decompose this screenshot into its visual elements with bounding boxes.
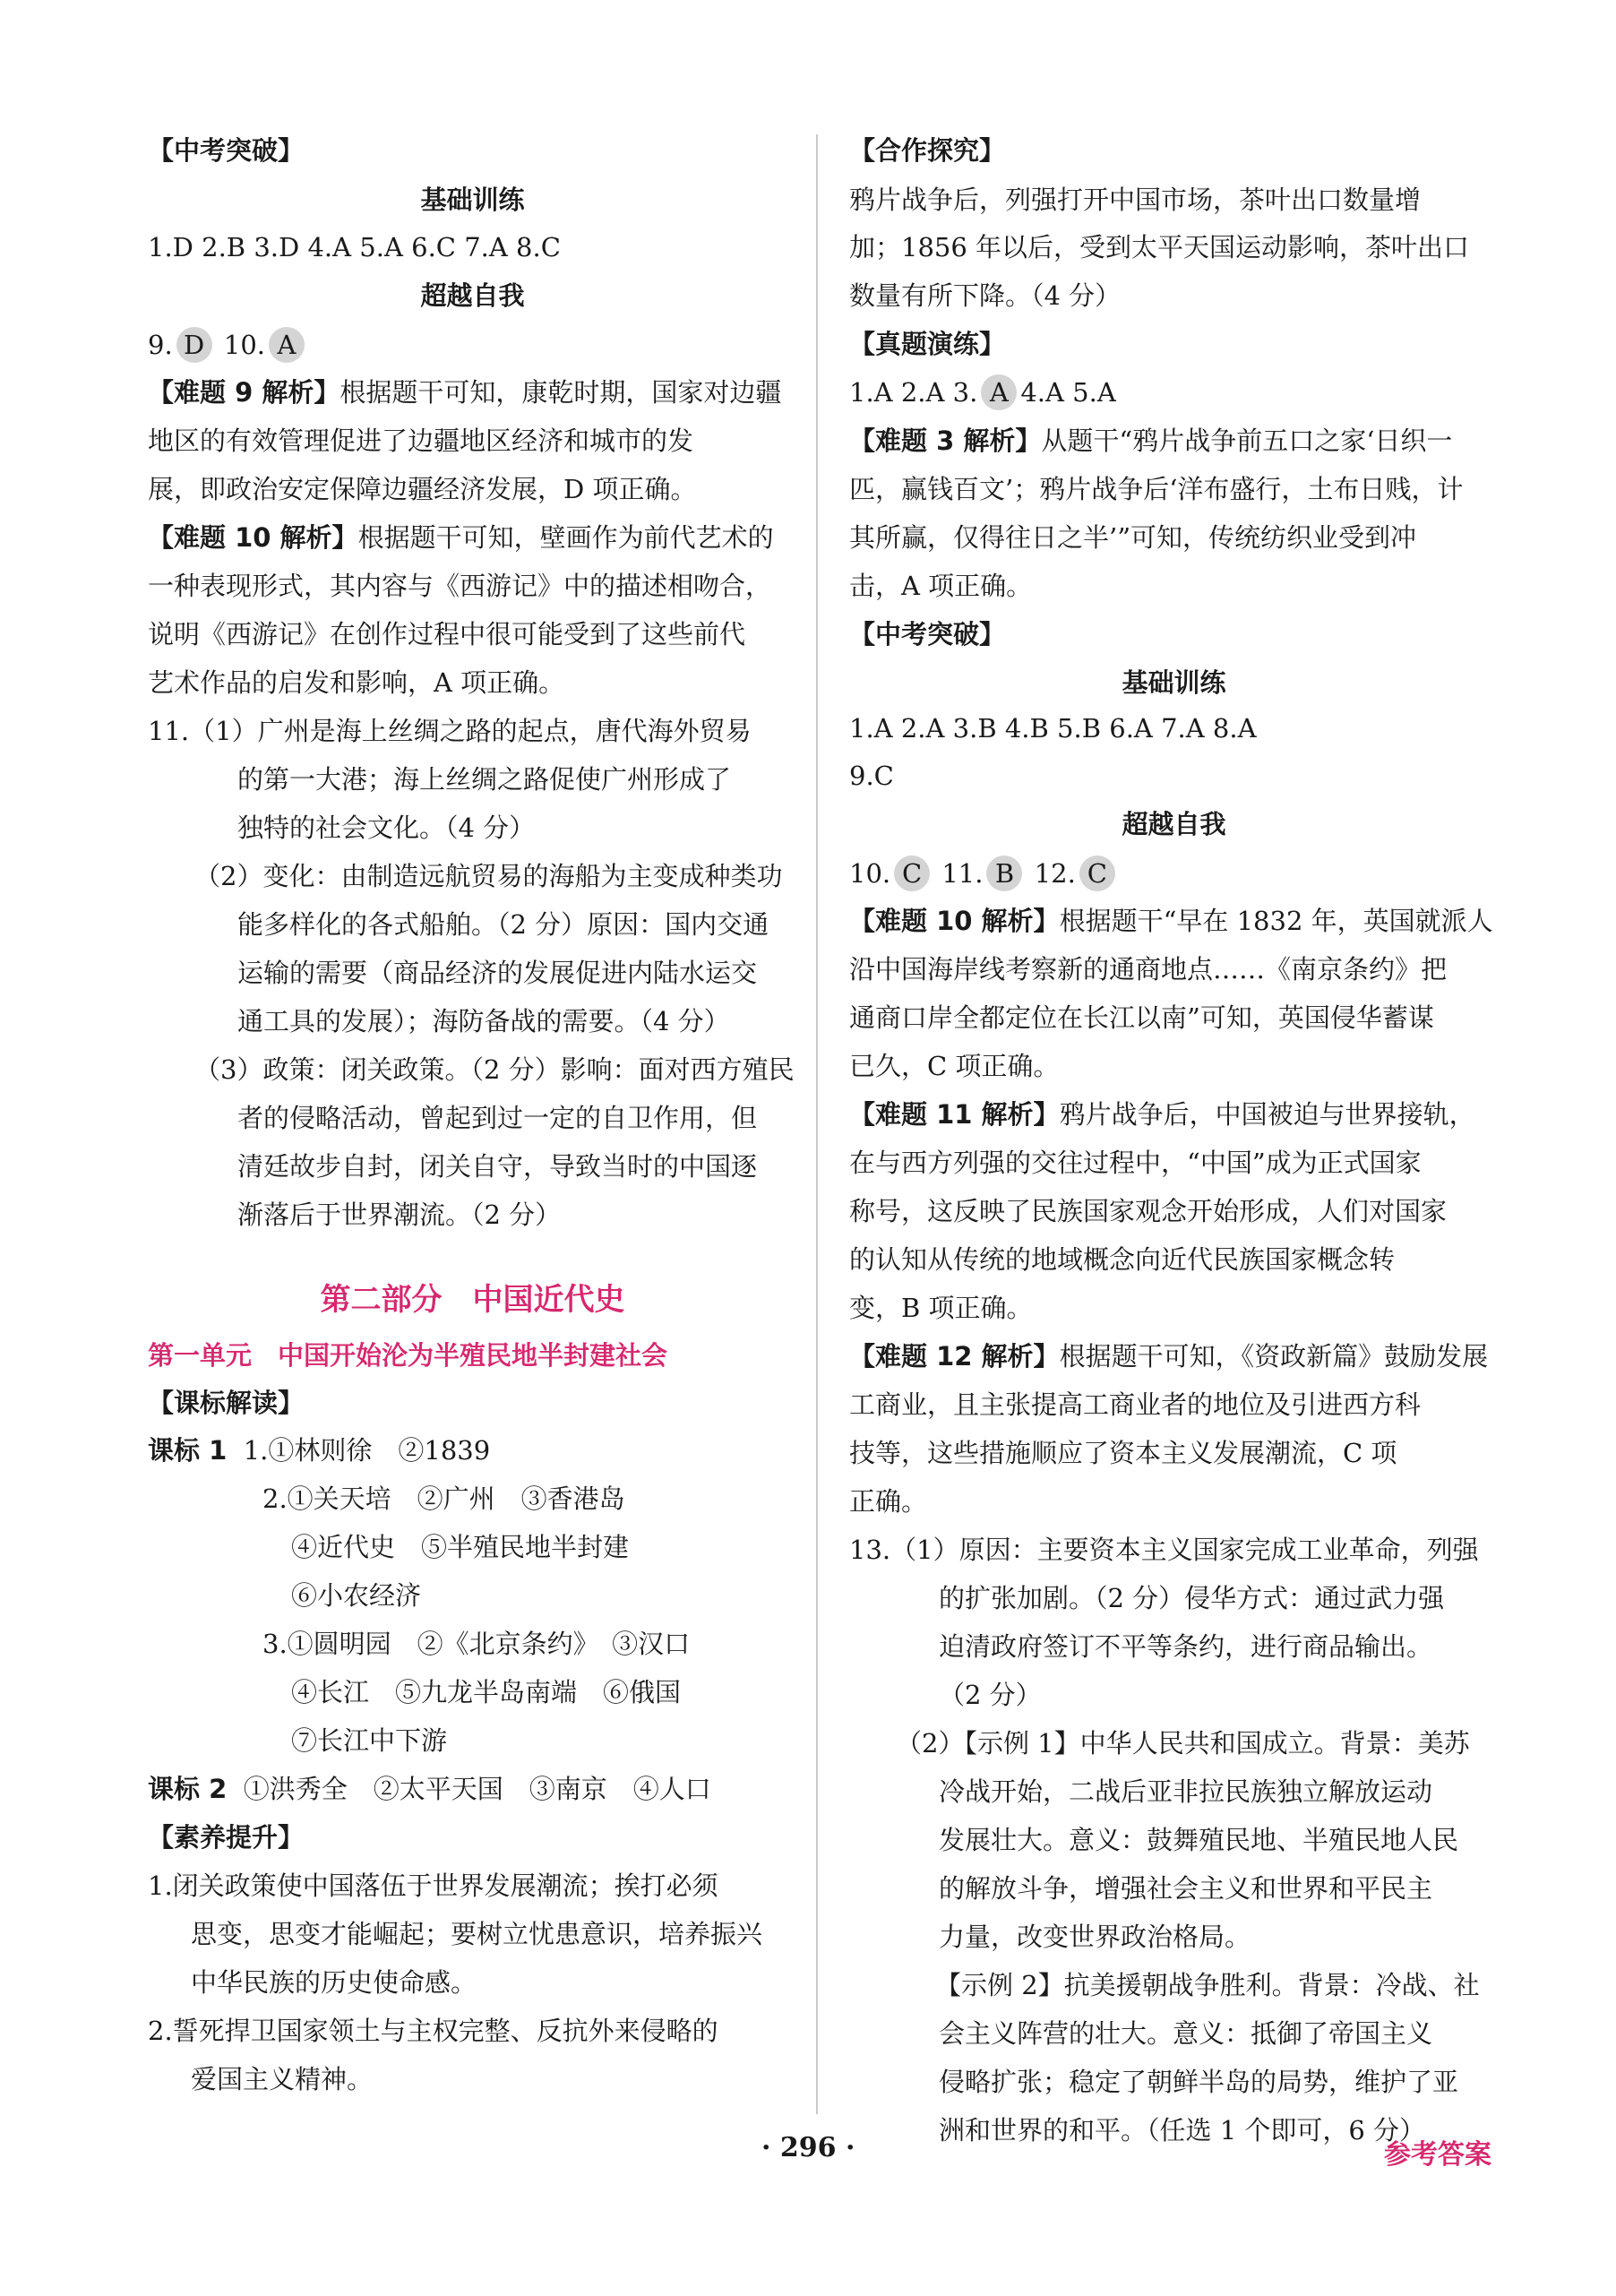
heading-suyang: 【素养提升】: [148, 1822, 305, 1853]
kebiao-text: ④长江 ⑤九龙半岛南端 ⑥俄国: [291, 1677, 682, 1707]
analysis-text: 其所赢，仅得往日之半’”可知，传统纺织业受到冲: [849, 522, 1417, 553]
analysis-text: 击，A 项正确。: [849, 571, 1033, 601]
kebiao-text: ①洪秀全 ②太平天国 ③南京 ④人口: [243, 1774, 711, 1804]
hezuo-text: 数量有所下降。（4 分）: [849, 280, 1122, 311]
q11-text: 11.（1）广州是海上丝绸之路的起点，唐代海外贸易: [148, 716, 752, 746]
jichu-answers: 1.D 2.B 3.D 4.A 5.A 6.C 7.A 8.C: [148, 232, 561, 262]
analysis-text: 鸦片战争后，中国被迫与世界接轨，: [1059, 1099, 1475, 1130]
kebiao-text: 2.①关天培 ②广州 ③香港岛: [262, 1483, 625, 1514]
analysis-text: 变，B 项正确。: [849, 1293, 1033, 1323]
kebiao-text: ⑥小农经济: [291, 1580, 422, 1611]
suyang-text: 中华民族的历史使命感。: [191, 1967, 477, 1998]
q11-2-text: 运输的需要（商品经济的发展促进内陆水运交: [237, 958, 758, 988]
q11-2-text: 通工具的发展）；海防备战的需要。（4 分）: [237, 1006, 730, 1036]
q11-3-text: 清廷故步自封，闭关自守，导致当时的中国逐: [237, 1151, 758, 1182]
kebiao-text: ④近代史 ⑤半殖民地半封建: [291, 1532, 630, 1562]
analysis-text: 根据题干“早在 1832 年，英国就派人: [1059, 906, 1493, 936]
analysis-text: 艺术作品的启发和影响，A 项正确。: [148, 667, 565, 698]
part-title: 第二部分 中国近代史: [320, 1282, 625, 1318]
q9-number: 9.: [148, 330, 173, 360]
analysis-label: 【难题 11 解析】: [849, 1099, 1060, 1130]
q13-2-text: 的解放斗争，增强社会主义和世界和平民主: [939, 1873, 1433, 1904]
heading-zhenti: 【真题演练】: [849, 329, 1006, 359]
q13-2-text: （2）【示例 1】中华人民共和国成立。背景：美苏: [896, 1728, 1470, 1759]
heading-hezuo: 【合作探究】: [849, 135, 1006, 166]
analysis-text: 称号，这反映了民族国家观念开始形成，人们对国家: [849, 1196, 1448, 1226]
heading-zhongkao: 【中考突破】: [148, 135, 305, 166]
heading-zhongkao: 【中考突破】: [849, 619, 1006, 649]
page-number: · 296 ·: [761, 2132, 855, 2163]
q10-number: 10.: [849, 858, 891, 889]
analysis-label: 【难题 10 解析】: [148, 522, 358, 553]
q12-number: 12.: [1034, 858, 1076, 889]
subheading-chaoyue: 超越自我: [420, 280, 525, 311]
analysis-text: 通商口岸全都定位在长江以南”可知，英国侵华蓄谋: [849, 1002, 1434, 1033]
analysis-text: 一种表现形式，其内容与《西游记》中的描述相吻合，: [148, 571, 772, 601]
q11-3-text: 渐落后于世界潮流。（2 分）: [237, 1200, 562, 1230]
analysis-text: 匹，赢钱百文’；鸦片战争后‘洋布盛行，土布日贱，计: [849, 474, 1464, 504]
analysis-text: 地区的有效管理促进了边疆地区经济和城市的发: [148, 426, 694, 456]
q11-3-text: 者的侵略活动，曾起到过一定的自卫作用，但: [237, 1103, 758, 1133]
subheading-jichu: 基础训练: [1122, 667, 1226, 698]
q13-text: 13.（1）原因：主要资本主义国家完成工业革命，列强: [849, 1535, 1479, 1565]
q3-answer: A: [981, 374, 1017, 410]
q11-2-text: 能多样化的各式船舶。（2 分）原因：国内交通: [237, 909, 769, 940]
zhenti-answers: [849, 374, 1116, 410]
subheading-chaoyue: 超越自我: [1122, 809, 1226, 839]
q13-text: 迫清政府签订不平等条约，进行商品输出。: [939, 1631, 1433, 1662]
analysis-12-line: [849, 1340, 1488, 1372]
kebiao-text: 3.①圆明园 ②《北京条约》 ③汉口: [262, 1629, 691, 1659]
q10-number: 10.: [223, 330, 266, 360]
kebiao-1-row: [148, 1434, 490, 1466]
q11-text: 独特的社会文化。（4 分）: [237, 813, 536, 843]
column-divider: [816, 134, 818, 2114]
analysis-9-line: [148, 376, 781, 408]
analysis-text: 根据题干可知，康乾时期，国家对边疆: [340, 377, 782, 408]
q11-text: 的第一大港；海上丝绸之路促使广州形成了: [237, 764, 732, 795]
analysis-text: 已久，C 项正确。: [849, 1051, 1060, 1081]
analysis-text: 工商业，且主张提高工商业者的地位及引进西方科: [849, 1389, 1422, 1420]
analysis-text: 技等，这些措施顺应了资本主义发展潮流，C 项: [849, 1438, 1397, 1468]
answer-text: 4.A 5.A: [1020, 377, 1116, 408]
kebiao-2-row: [148, 1773, 711, 1805]
hezuo-text: 加；1856 年以后，受到太平天国运动影响，茶叶出口: [849, 232, 1470, 262]
analysis-text: 在与西方列强的交往过程中，“中国”成为正式国家: [849, 1148, 1422, 1178]
q13-2-text: 【示例 2】抗美援朝战争胜利。背景：冷战、社: [935, 1970, 1480, 2000]
answer-text: 1.A 2.A 3.: [849, 377, 978, 408]
kebiao-label: 课标 2: [148, 1774, 228, 1804]
section-label: 参考答案: [1384, 2139, 1491, 2171]
q11-2-text: （2）变化：由制造远航贸易的海船为主变成种类功: [194, 861, 783, 891]
subheading-jichu: 基础训练: [420, 185, 525, 215]
analysis-text: 展，即政治安定保障边疆经济发展，D 项正确。: [148, 474, 697, 504]
q13-2-text: 侵略扩张；稳定了朝鲜半岛的局势，维护了亚: [939, 2067, 1459, 2097]
analysis-3-line: [849, 425, 1452, 457]
jichu-answers: 1.A 2.A 3.B 4.B 5.B 6.A 7.A 8.A: [849, 713, 1257, 744]
kebiao-label: 课标 1: [148, 1435, 228, 1466]
hezuo-text: 鸦片战争后，列强打开中国市场，茶叶出口数量增: [849, 185, 1422, 215]
analysis-text: 正确。: [849, 1486, 928, 1517]
q13-2-text: 洲和世界的和平。（任选 1 个即可，6 分）: [939, 2115, 1426, 2146]
heading-kebiao: 【课标解读】: [148, 1388, 305, 1418]
q13-text: （2 分）: [939, 1680, 1042, 1710]
unit-title: 第一单元 中国开始沦为半殖民地半封建社会: [148, 1340, 668, 1371]
q9-answer: D: [176, 327, 212, 363]
kebiao-text: ⑦长江中下游: [291, 1725, 448, 1756]
analysis-11-line: [849, 1098, 1475, 1131]
analysis-label: 【难题 10 解析】: [849, 906, 1060, 936]
analysis-text: 沿中国海岸线考察新的通商地点……《南京条约》把: [849, 954, 1448, 985]
q11-3-text: （3）政策：闭关政策。（2 分）影响：面对西方殖民: [194, 1054, 795, 1085]
analysis-text: 根据题干可知，壁画作为前代艺术的: [357, 522, 774, 553]
suyang-text: 2.誓死捍卫国家领土与主权完整、反抗外来侵略的: [148, 2016, 718, 2046]
analysis-10-line: [148, 521, 774, 554]
analysis-text: 根据题干可知，《资政新篇》鼓励发展: [1059, 1341, 1489, 1372]
analysis-text: 说明《西游记》在创作过程中很可能受到了这些前代: [148, 619, 746, 649]
q13-2-text: 力量，改变世界政治格局。: [939, 1922, 1251, 1952]
q10-answer: C: [894, 856, 930, 891]
analysis-10-line: [849, 905, 1493, 937]
q12-answer: C: [1079, 856, 1115, 891]
analysis-label: 【难题 9 解析】: [148, 377, 340, 408]
suyang-text: 思变，思变才能崛起；要树立忧患意识，培养振兴: [191, 1919, 763, 1949]
chaoyue-answers: [849, 856, 1119, 891]
analysis-text: 从题干“鸦片战争前五口之家‘日织一: [1041, 426, 1453, 456]
q13-2-text: 会主义阵营的壮大。意义：抵御了帝国主义: [939, 2018, 1433, 2049]
analysis-text: 的认知从传统的地域概念向近代民族国家概念转: [849, 1244, 1396, 1275]
analysis-label: 【难题 12 解析】: [849, 1341, 1060, 1372]
q11-answer: B: [986, 856, 1022, 891]
jichu-answers: 9.C: [849, 761, 894, 791]
q13-2-text: 冷战开始，二战后亚非拉民族独立解放运动: [939, 1776, 1433, 1807]
kebiao-text: 1.①林则徐 ②1839: [243, 1435, 491, 1466]
q10-answer: A: [269, 327, 305, 363]
q11-number: 11.: [941, 858, 984, 889]
q13-text: 的扩张加剧。（2 分）侵华方式：通过武力强: [939, 1583, 1445, 1613]
suyang-text: 爱国主义精神。: [191, 2064, 374, 2094]
suyang-text: 1.闭关政策使中国落伍于世界发展潮流；挨打必须: [148, 1870, 718, 1901]
q13-2-text: 发展壮大。意义：鼓舞殖民地、半殖民地人民: [939, 1825, 1459, 1855]
analysis-label: 【难题 3 解析】: [849, 426, 1042, 456]
chaoyue-answers: [148, 327, 308, 363]
